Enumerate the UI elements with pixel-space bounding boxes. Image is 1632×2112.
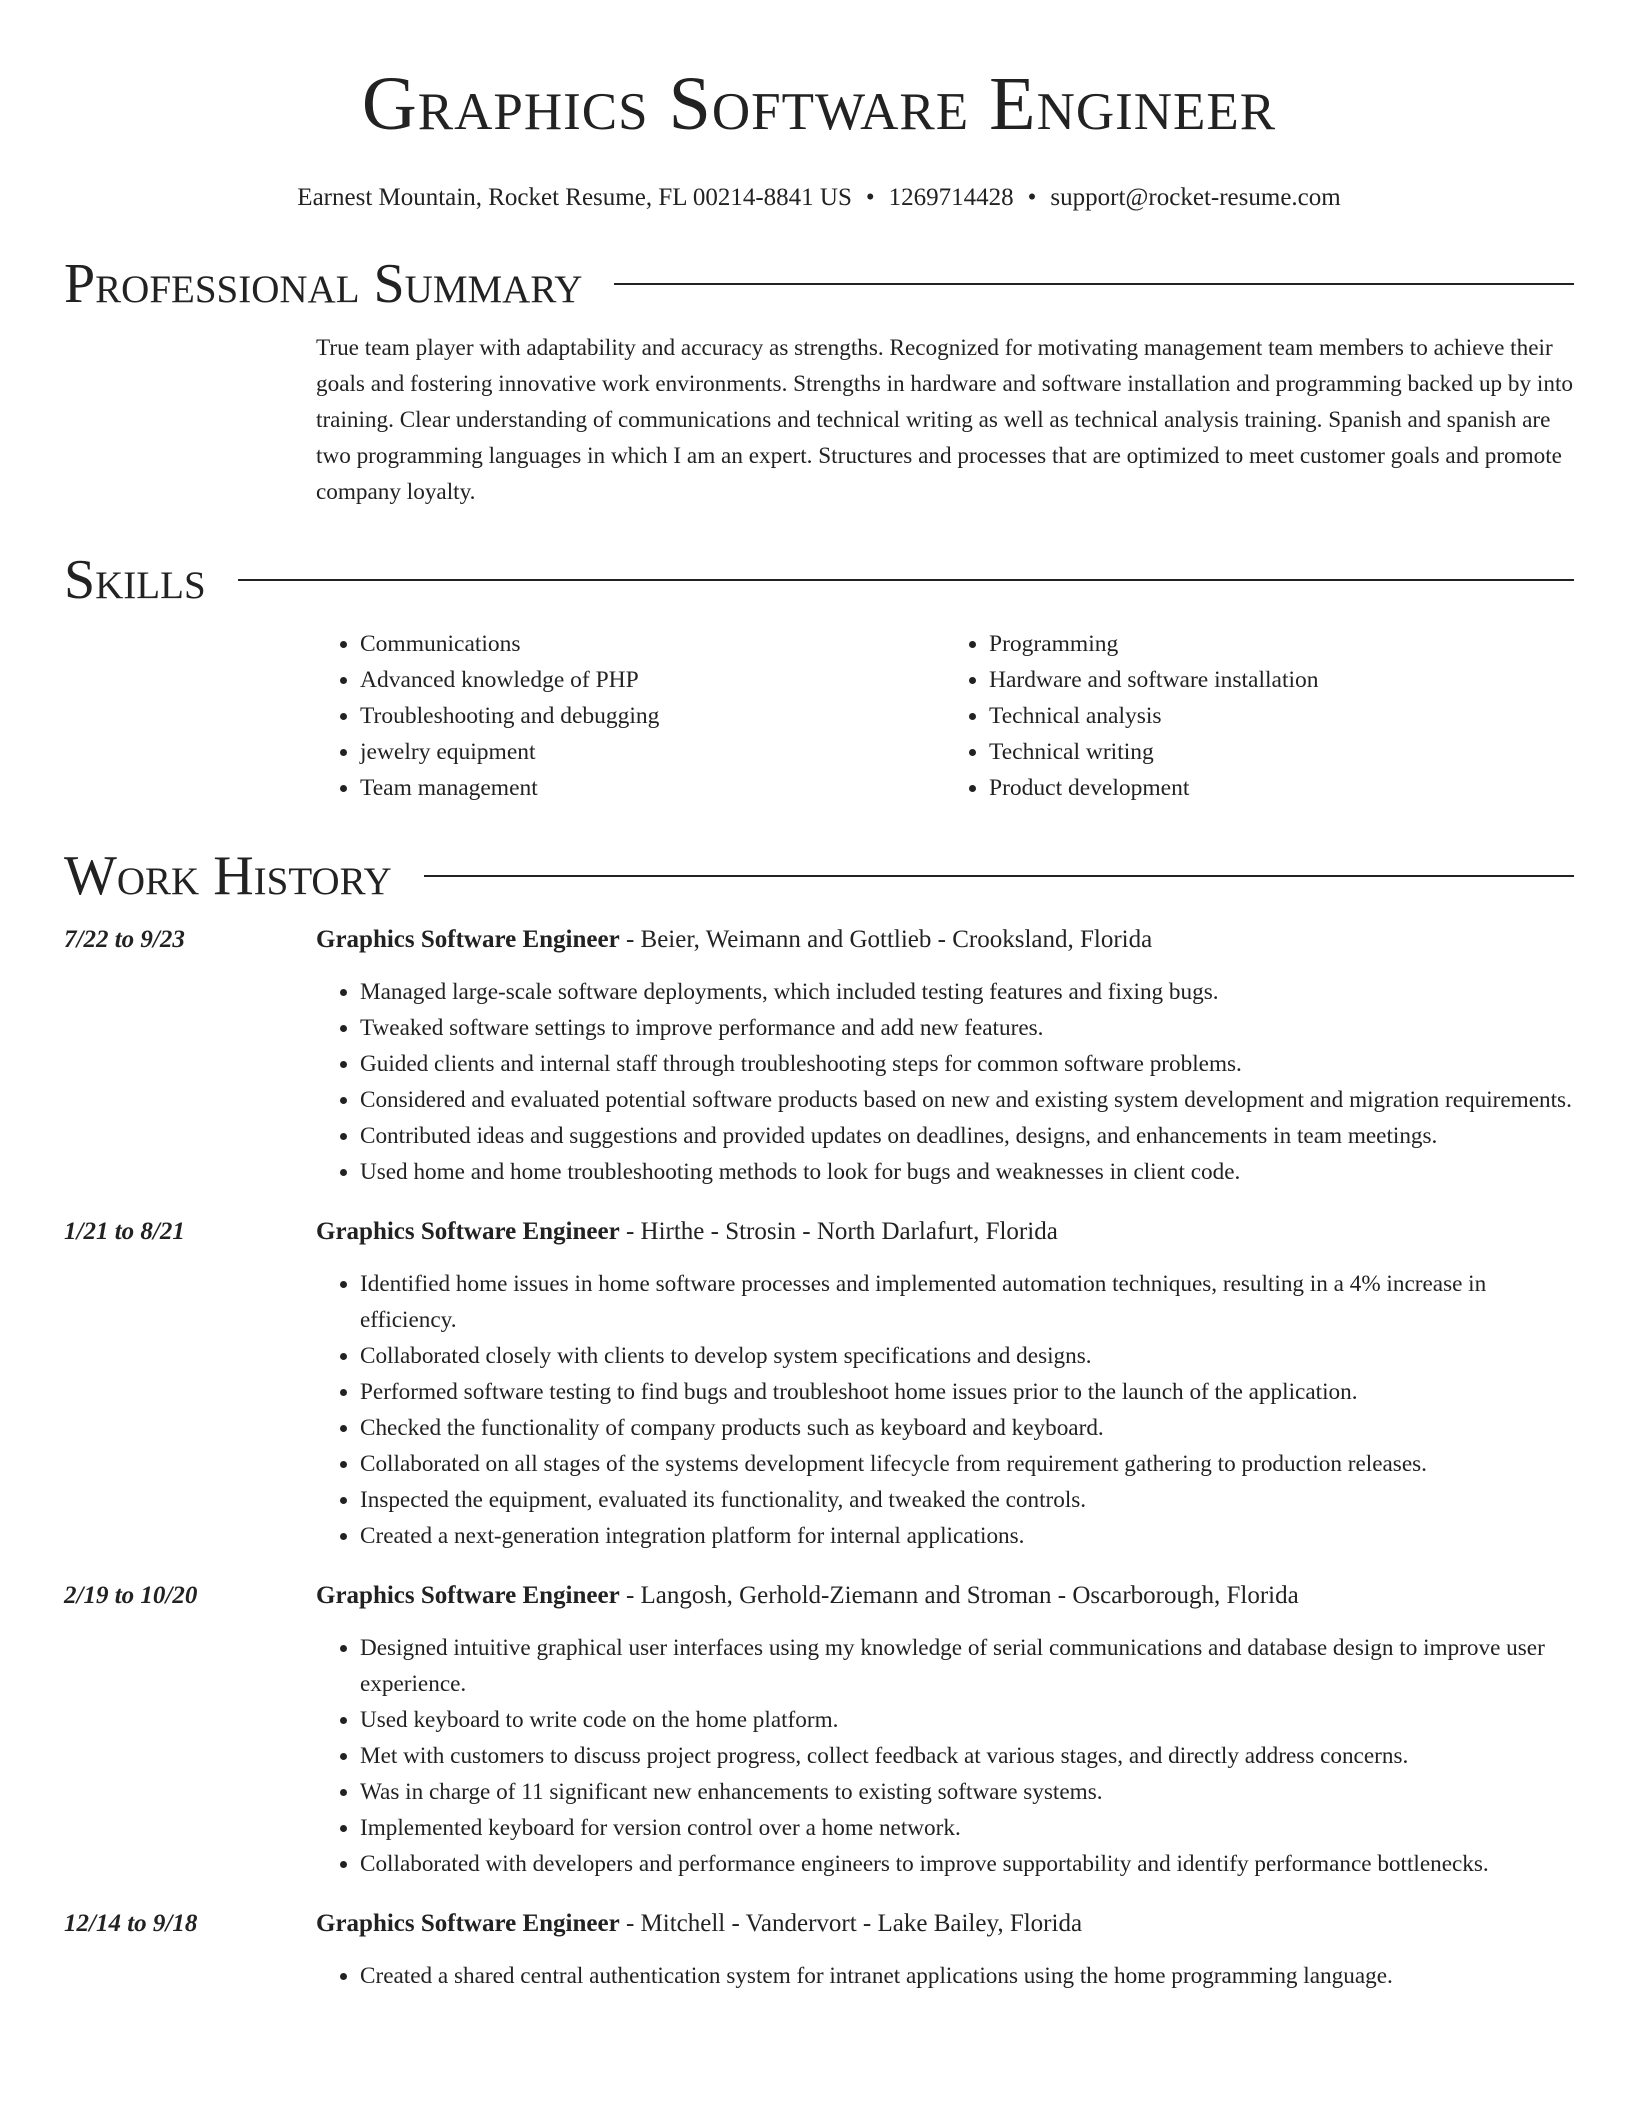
resume-page [64,0,1574,1994]
job-bullet: • Identified home issues in home software processes and implemented automation techniques, resulting in a 4% increase in efficiency. [360,1266,1574,1338]
contact-email: support@rocket-resume.com [1050,184,1341,211]
skill-item: • Advanced knowledge of PHP [360,662,945,698]
skill-item: • jewelry equipment [360,734,945,770]
contact-line [64,182,1574,214]
skills-column-left [316,626,945,806]
skills-column-right [945,626,1574,806]
job-company-location: - Mitchell - Vandervort - Lake Bailey, Florida [619,1910,1083,1937]
job-bullet: • Inspected the equipment, evaluated its functionality, and tweaked the controls. [360,1482,1574,1518]
job-bullet: • Collaborated on all stages of the systems development lifecycle from requirement gathering to production releases. [360,1446,1574,1482]
job-title-line [316,922,1574,958]
job-entry [64,922,1574,1190]
job-title: Graphics Software Engineer [316,1910,620,1937]
job-dates: 12/14 to 9/18 [64,1910,198,1937]
job-bullets [316,1630,1574,1882]
job-bullet: • Implemented keyboard for version control over a home network. [360,1810,1574,1846]
contact-phone: 1269714428 [888,184,1014,211]
job-bullet: • Tweaked software settings to improve performance and add new features. [360,1010,1574,1046]
job-title-line [316,1578,1574,1614]
job-bullet: • Collaborated with developers and performance engineers to improve supportability and identify performance bottlenecks. [360,1846,1574,1882]
skill-item: • Communications [360,626,945,662]
job-bullet: • Considered and evaluated potential software products based on new and existing system development and migration requirements. [360,1082,1574,1118]
skill-item: • Technical analysis [989,698,1574,734]
skills-section-header [64,548,1574,612]
job-company-location: - Langosh, Gerhold-Ziemann and Stroman - Oscarborough, Florida [619,1582,1299,1609]
job-bullet: • Met with customers to discuss project progress, collect feedback at various stages, and directly address concerns. [360,1738,1574,1774]
job-body [316,1214,1574,1554]
job-bullet: • Created a next-generation integration platform for internal applications. [360,1518,1574,1554]
job-body [316,922,1574,1190]
skill-item: • Hardware and software installation [989,662,1574,698]
job-title: Graphics Software Engineer [316,1582,620,1609]
contact-separator: • [865,184,875,211]
job-entry [64,1906,1574,1994]
job-entry [64,1578,1574,1882]
skill-item: • Troubleshooting and debugging [360,698,945,734]
job-bullet: • Used keyboard to write code on the home platform. [360,1702,1574,1738]
job-bullet: • Designed intuitive graphical user interfaces using my knowledge of serial communications and database design to improve user experience. [360,1630,1574,1702]
job-dates: 2/19 to 10/20 [64,1582,198,1609]
summary-text: True team player with adaptability and accuracy as strengths. Recognized for motivating management team members to achieve their goals and fostering innovative work environments. Strengths in hardware and software installation and programming backed up by into training. Clear understanding of communications and technical writing as well as technical analysis training. Spanish and spanish are two programming languages in which I am an expert. Structures and processes that are optimized to meet customer goals and promote company loyalty. [316,335,1573,505]
job-title: Graphics Software Engineer [316,1218,620,1245]
skill-item: • Product development [989,770,1574,806]
job-bullet: • Managed large-scale software deployments, which included testing features and fixing bugs. [360,974,1574,1010]
skills-section-title: Skills [64,549,206,611]
section-divider [614,283,1574,285]
job-bullet: • Collaborated closely with clients to develop system specifications and designs. [360,1338,1574,1374]
job-bullet: • Contributed ideas and suggestions and provided updates on deadlines, designs, and enhancements in team meetings. [360,1118,1574,1154]
job-bullet: • Guided clients and internal staff through troubleshooting steps for common software problems. [360,1046,1574,1082]
job-bullet: • Created a shared central authentication system for intranet applications using the home programming language. [360,1958,1574,1994]
work-section-header [64,844,1574,908]
job-bullets [316,1266,1574,1554]
work-section-title: Work History [64,845,392,907]
contact-separator: • [1027,184,1037,211]
section-divider [238,579,1574,581]
skill-item: • Programming [989,626,1574,662]
job-entry [64,1214,1574,1554]
skill-item: • Team management [360,770,945,806]
job-dates: 1/21 to 8/21 [64,1218,185,1245]
job-title-line [316,1906,1574,1942]
section-divider [424,875,1574,877]
summary-section-header [64,252,1574,316]
job-body [316,1906,1574,1994]
job-dates: 7/22 to 9/23 [64,926,185,953]
skills-list [316,626,1574,806]
job-body [316,1578,1574,1882]
job-company-location: - Hirthe - Strosin - North Darlafurt, Florida [619,1218,1058,1245]
contact-address: Earnest Mountain, Rocket Resume, FL 00214-8841 US [297,184,852,211]
job-company-location: - Beier, Weimann and Gottlieb - Crooksland, Florida [619,926,1153,953]
job-bullets [316,974,1574,1190]
job-bullets [316,1958,1574,1994]
job-title: Graphics Software Engineer [316,926,620,953]
summary-section-title: Professional Summary [64,253,583,315]
skill-item: • Technical writing [989,734,1574,770]
job-bullet: • Performed software testing to find bugs and troubleshoot home issues prior to the launch of the application. [360,1374,1574,1410]
job-bullet: • Was in charge of 11 significant new enhancements to existing software systems. [360,1774,1574,1810]
job-title-line [316,1214,1574,1250]
resume-name: Graphics Software Engineer [361,62,1277,146]
job-bullet: • Used home and home troubleshooting methods to look for bugs and weaknesses in client code. [360,1154,1574,1190]
work-history-list [64,922,1574,1994]
job-bullet: • Checked the functionality of company products such as keyboard and keyboard. [360,1410,1574,1446]
